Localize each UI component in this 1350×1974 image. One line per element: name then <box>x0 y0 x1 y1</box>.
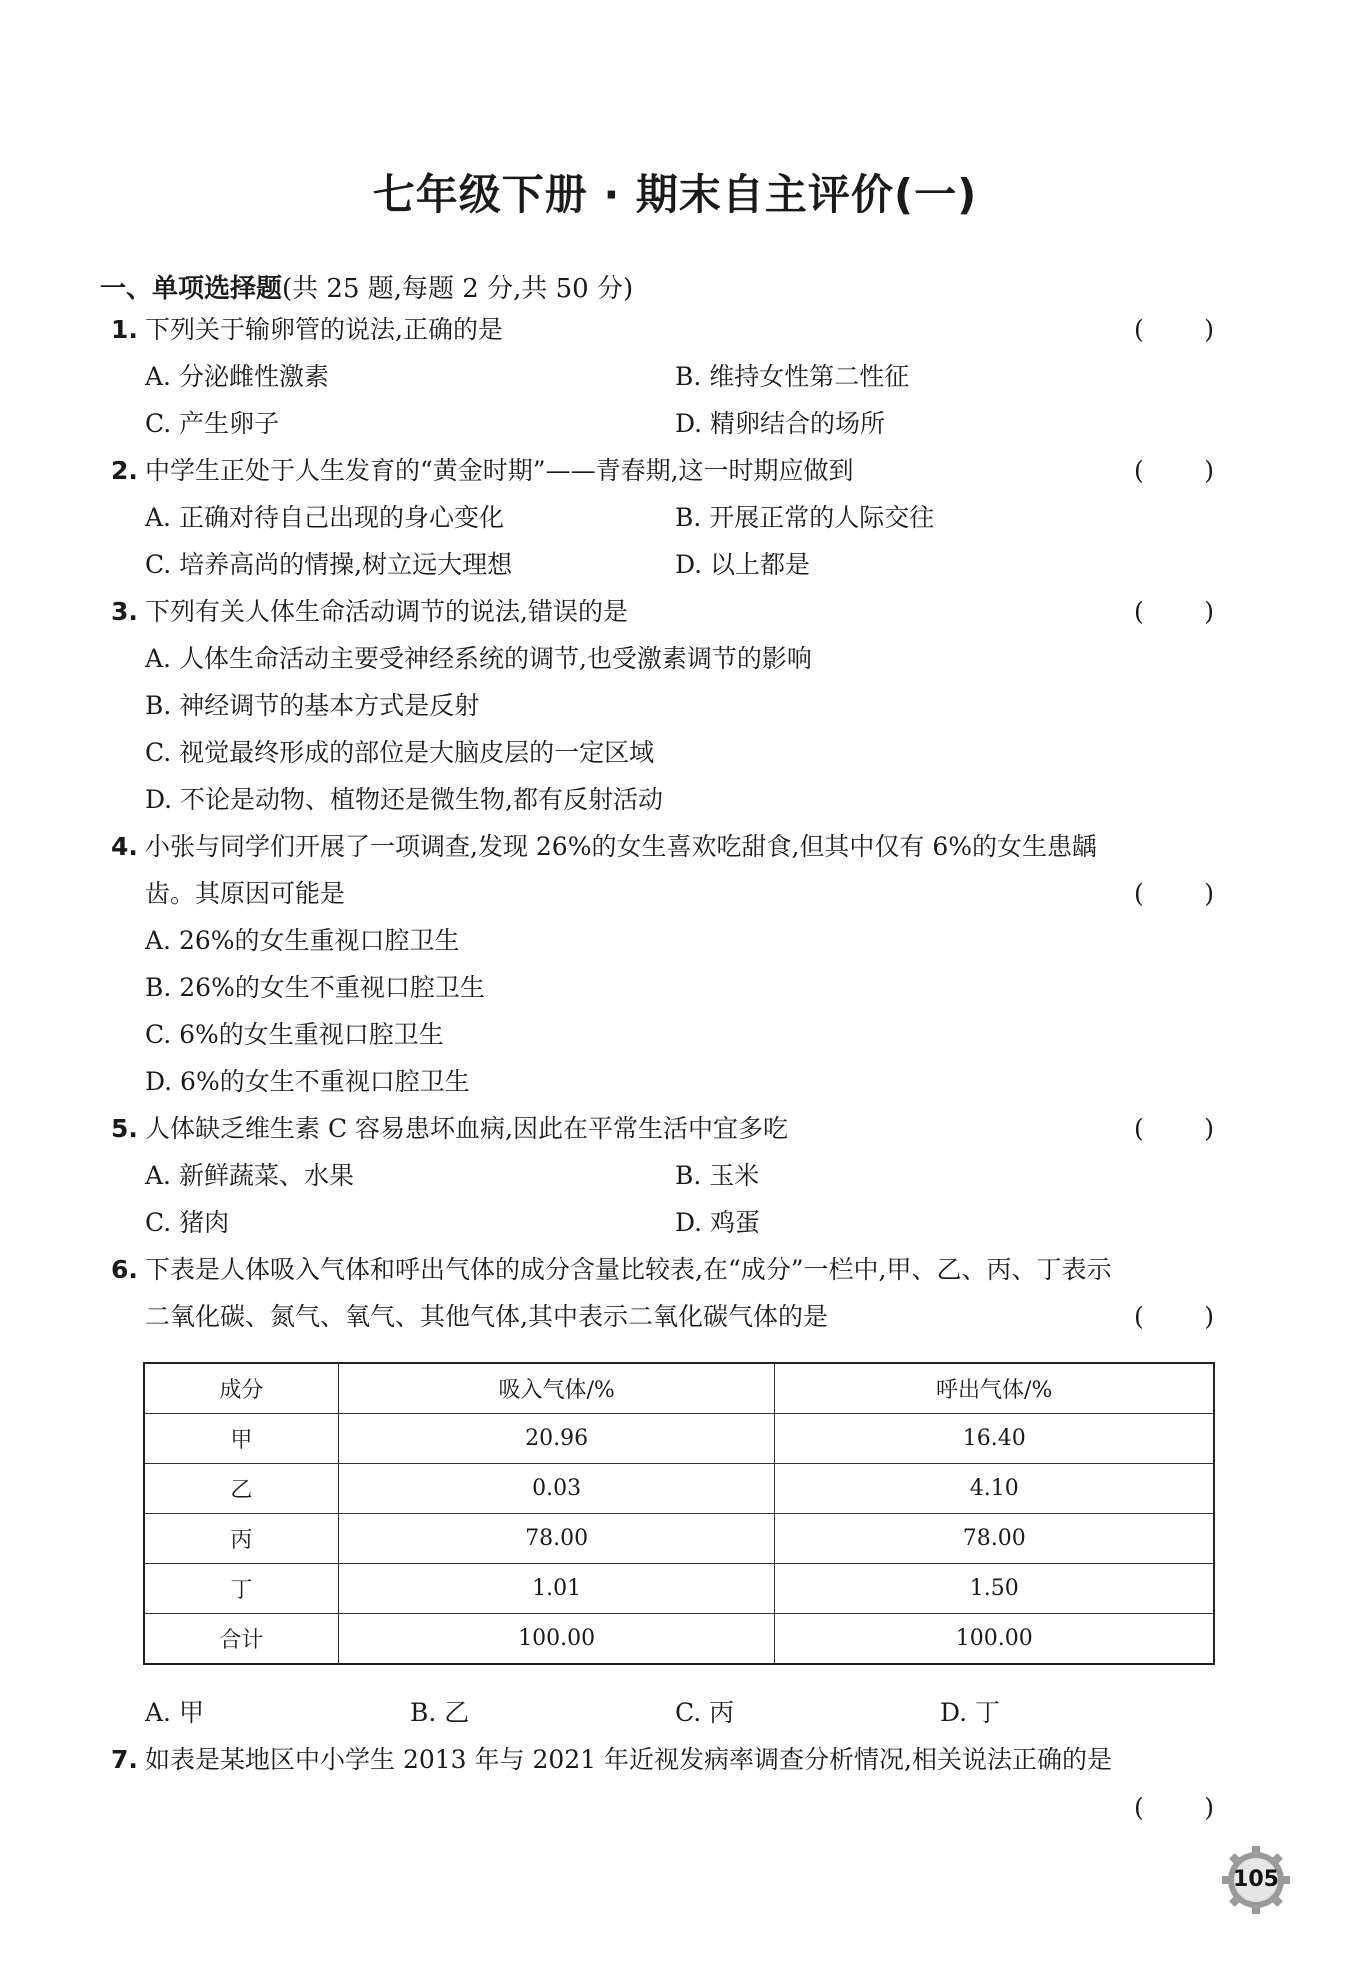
question-3-option-d-row <box>0 780 1350 820</box>
option-a[interactable]: A. 新鲜蔬菜、水果 <box>145 1161 354 1190</box>
option-c[interactable]: C. 培养高尚的情操,树立远大理想 <box>145 550 513 579</box>
question-3-option-c-row <box>0 733 1350 773</box>
question-6-stem-continued <box>0 1297 1350 1337</box>
table-header-row <box>144 1363 1214 1414</box>
answer-blank[interactable]: ( ) <box>1134 315 1214 344</box>
option-b[interactable]: B. 开展正常的人际交往 <box>675 503 935 532</box>
option-d[interactable]: D. 精卵结合的场所 <box>675 409 886 438</box>
question-text: 小张与同学们开展了一项调查,发现 26%的女生喜欢吃甜食,但其中仅有 6%的女生患龋 <box>145 832 1098 861</box>
question-3-option-b-row <box>0 686 1350 726</box>
page-number: 105 <box>1233 1867 1279 1892</box>
table-cell: 0.03 <box>338 1464 775 1514</box>
question-text: 人体缺乏维生素 C 容易患坏血病,因此在平常生活中宜多吃 <box>145 1114 788 1143</box>
section-heading-note: (共 25 题,每题 2 分,共 50 分) <box>282 274 634 304</box>
option-d[interactable]: D. 6%的女生不重视口腔卫生 <box>145 1067 470 1096</box>
question-number: 3. <box>111 597 138 626</box>
question-5-stem <box>0 1109 1350 1149</box>
option-d[interactable]: D. 不论是动物、植物还是微生物,都有反射活动 <box>145 785 663 814</box>
question-2-options-row-2 <box>0 545 1350 585</box>
question-number: 6. <box>111 1255 138 1284</box>
option-b[interactable]: B. 神经调节的基本方式是反射 <box>145 691 480 720</box>
option-d[interactable]: D. 鸡蛋 <box>675 1208 761 1237</box>
question-4-stem <box>0 827 1350 867</box>
question-number: 7. <box>111 1745 138 1774</box>
question-2-options-row-1 <box>0 498 1350 538</box>
question-number: 1. <box>111 315 138 344</box>
answer-blank[interactable]: ( ) <box>1134 597 1214 626</box>
question-4-option-c-row <box>0 1015 1350 1055</box>
question-4-stem-continued <box>0 874 1350 914</box>
question-6-stem <box>0 1250 1350 1290</box>
question-4-option-a-row <box>0 921 1350 961</box>
page-title: 七年级下册 · 期末自主评价(一) <box>372 170 978 219</box>
table-cell: 16.40 <box>775 1414 1214 1464</box>
option-a[interactable]: A. 26%的女生重视口腔卫生 <box>145 926 460 955</box>
question-text: 中学生正处于人生发育的“黄金时期”——青春期,这一时期应做到 <box>145 456 854 485</box>
table-row <box>144 1464 1214 1514</box>
answer-blank[interactable]: ( ) <box>1134 456 1214 485</box>
question-3-option-a-row <box>0 639 1350 679</box>
answer-blank[interactable]: ( ) <box>1134 1793 1214 1822</box>
table-cell: 1.01 <box>338 1564 775 1614</box>
option-c[interactable]: C. 视觉最终形成的部位是大脑皮层的一定区域 <box>145 738 655 767</box>
option-a[interactable]: A. 正确对待自己出现的身心变化 <box>145 503 504 532</box>
table-row <box>144 1564 1214 1614</box>
table-header-cell: 吸入气体/% <box>338 1363 775 1414</box>
question-text-continued: 齿。其原因可能是 <box>145 879 346 908</box>
answer-blank[interactable]: ( ) <box>1134 879 1214 908</box>
table-cell: 4.10 <box>775 1464 1214 1514</box>
option-d[interactable]: D. 丁 <box>940 1698 1001 1727</box>
question-5-options-row-1 <box>0 1156 1350 1196</box>
option-b[interactable]: B. 维持女性第二性征 <box>675 362 910 391</box>
table-cell: 20.96 <box>338 1414 775 1464</box>
question-6-options-row <box>0 1693 1350 1733</box>
question-text-continued: 二氧化碳、氮气、氧气、其他气体,其中表示二氧化碳气体的是 <box>145 1302 828 1331</box>
question-1-options-row-1 <box>0 357 1350 397</box>
option-b[interactable]: B. 乙 <box>410 1698 470 1727</box>
question-number: 5. <box>111 1114 138 1143</box>
table-header-cell: 呼出气体/% <box>775 1363 1214 1414</box>
option-c[interactable]: C. 猪肉 <box>145 1208 230 1237</box>
table-row <box>144 1414 1214 1464</box>
question-5-options-row-2 <box>0 1203 1350 1243</box>
question-text: 下列有关人体生命活动调节的说法,错误的是 <box>145 597 628 626</box>
table-cell: 78.00 <box>338 1514 775 1564</box>
question-7-answer-line <box>0 1788 1350 1828</box>
question-number: 2. <box>111 456 138 485</box>
question-4-option-d-row <box>0 1062 1350 1102</box>
option-c[interactable]: C. 产生卵子 <box>145 409 280 438</box>
question-text: 下表是人体吸入气体和呼出气体的成分含量比较表,在“成分”一栏中,甲、乙、丙、丁表示 <box>145 1255 1112 1284</box>
table-row <box>144 1614 1214 1665</box>
table-cell: 100.00 <box>338 1614 775 1665</box>
option-b[interactable]: B. 玉米 <box>675 1161 760 1190</box>
page-number-badge <box>1222 1846 1290 1914</box>
question-2-stem <box>0 451 1350 491</box>
option-a[interactable]: A. 分泌雌性激素 <box>145 362 329 391</box>
question-7-stem <box>0 1740 1350 1780</box>
answer-blank[interactable]: ( ) <box>1134 1302 1214 1331</box>
question-4-option-b-row <box>0 968 1350 1008</box>
question-text: 如表是某地区中小学生 2013 年与 2021 年近视发病率调查分析情况,相关说法正确的是 <box>145 1745 1112 1774</box>
table-cell: 丁 <box>144 1564 338 1614</box>
question-text: 下列关于输卵管的说法,正确的是 <box>145 315 503 344</box>
table-row <box>144 1514 1214 1564</box>
option-d[interactable]: D. 以上都是 <box>675 550 811 579</box>
question-number: 4. <box>111 832 138 861</box>
option-a[interactable]: A. 人体生命活动主要受神经系统的调节,也受激素调节的影响 <box>145 644 812 673</box>
table-cell: 1.50 <box>775 1564 1214 1614</box>
option-c[interactable]: C. 丙 <box>675 1698 735 1727</box>
table-cell: 100.00 <box>775 1614 1214 1665</box>
answer-blank[interactable]: ( ) <box>1134 1114 1214 1143</box>
question-3-stem <box>0 592 1350 632</box>
table-cell: 丙 <box>144 1514 338 1564</box>
table-cell: 78.00 <box>775 1514 1214 1564</box>
section-heading <box>100 268 633 305</box>
option-c[interactable]: C. 6%的女生重视口腔卫生 <box>145 1020 444 1049</box>
table-cell: 甲 <box>144 1414 338 1464</box>
table-cell: 乙 <box>144 1464 338 1514</box>
question-1-stem <box>0 310 1350 350</box>
table-header-cell: 成分 <box>144 1363 338 1414</box>
table-cell: 合计 <box>144 1614 338 1665</box>
option-b[interactable]: B. 26%的女生不重视口腔卫生 <box>145 973 485 1002</box>
option-a[interactable]: A. 甲 <box>145 1698 204 1727</box>
section-heading-label: 一、单项选择题 <box>100 274 283 304</box>
question-1-options-row-2 <box>0 404 1350 444</box>
gas-composition-table <box>143 1362 1215 1665</box>
